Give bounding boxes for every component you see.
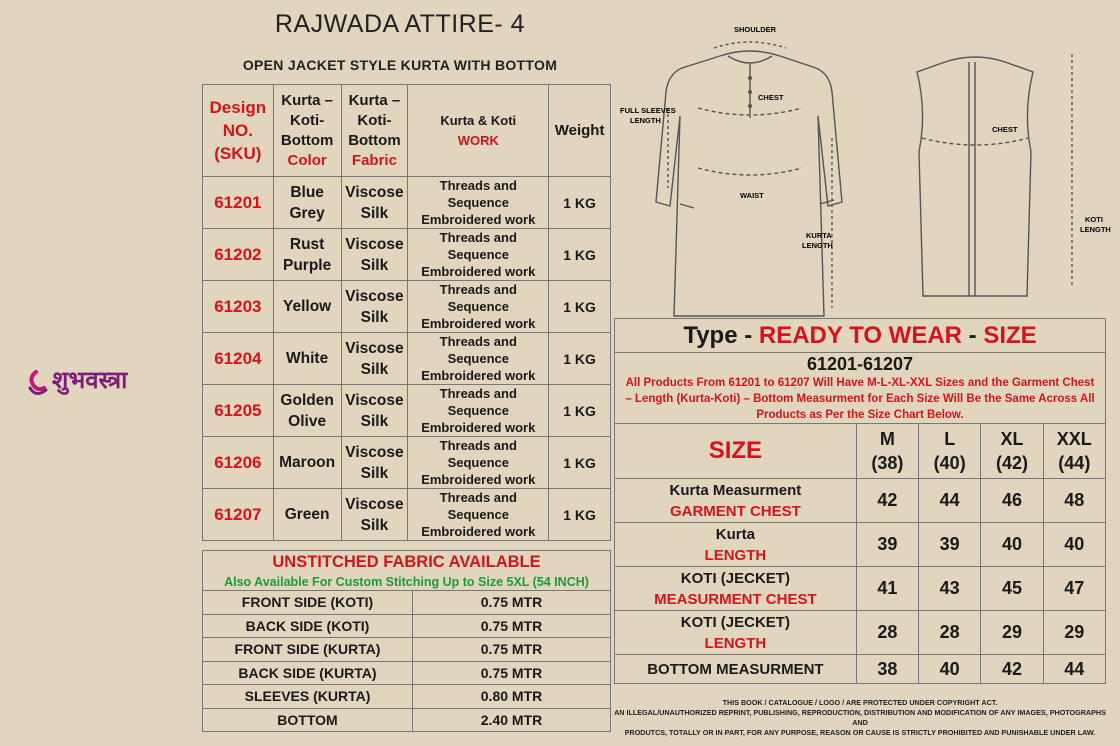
work-line: Sequence [447,247,509,262]
fabric-qty: 0.75 MTR [413,614,611,638]
size-name: XXL [1056,429,1092,449]
header-work-line: WORK [457,132,499,148]
size-column-header [919,424,981,479]
fabric-line: Silk [360,204,389,222]
fabric-row [203,661,611,685]
fabric-line: Viscose [345,443,404,461]
fabric-row [203,614,611,638]
label-full-sleeves: FULL SLEEVES [620,106,676,115]
measurement-label [615,523,857,567]
fabric-cell [341,333,408,385]
work-line: Threads and [439,334,517,349]
size-chest: (44) [1058,453,1091,473]
size-chart-type [615,319,1106,353]
product-row [203,333,611,385]
label-kurta-length-2: LENGTH [802,241,833,250]
header-fabric-line: Fabric [351,151,397,169]
measurement-value: 44 [1043,655,1105,684]
fabric-line: Silk [360,360,389,378]
work-line: Sequence [447,507,509,522]
fabric-line: Viscose [345,495,404,513]
measurement-label-line2: LENGTH [704,546,767,564]
color-cell [273,229,341,281]
header-color-line: Koti- [290,111,325,129]
product-row [203,229,611,281]
fabric-line: Viscose [345,287,404,305]
fabric-line: Silk [360,308,389,326]
sku-cell: 61207 [203,489,274,541]
fabric-cell [341,437,408,489]
fabric-qty: 0.75 MTR [413,661,611,685]
size-name: XL [1000,429,1024,449]
fabric-row [203,708,611,732]
fabric-part: SLEEVES (KURTA) [203,685,413,709]
work-cell [408,333,549,385]
measurement-value: 29 [1043,611,1105,655]
work-line: Threads and [439,178,517,193]
fabric-line: Silk [360,516,389,534]
label-waist: WAIST [740,191,764,200]
measurement-label [615,479,857,523]
work-line: Sequence [447,403,509,418]
work-line: Embroidered work [421,368,536,383]
color-line: Yellow [283,298,332,315]
header-design-line: NO. [222,121,253,140]
garment-diagram [610,18,1120,318]
measurement-label [615,611,857,655]
brand-logo [22,350,182,410]
copyright-notice [614,698,1106,738]
measurement-value: 46 [981,479,1043,523]
color-line: White [286,350,329,367]
weight-cell: 1 KG [549,333,611,385]
measurement-label-line2: GARMENT CHEST [669,502,801,520]
color-cell [273,385,341,437]
page-title: RAJWADA ATTIRE- 4 [274,10,526,38]
measurement-value: 44 [919,479,981,523]
copyright-line: THIS BOOK / CATALOGUE / LOGO / ARE PROTECTED UNDER COPYRIGHT ACT. [722,698,998,707]
fabric-qty: 2.40 MTR [413,708,611,732]
color-cell [273,437,341,489]
weight-cell: 1 KG [549,437,611,489]
size-chest: (42) [995,453,1028,473]
sku-cell: 61205 [203,385,274,437]
fabric-line: Viscose [345,339,404,357]
fabric-qty: 0.75 MTR [413,591,611,615]
measurement-value: 42 [981,655,1043,684]
fabric-line: Viscose [345,183,404,201]
measurement-value: 47 [1043,567,1105,611]
weight-cell: 1 KG [549,281,611,333]
color-cell [273,489,341,541]
type-highlight: READY TO WEAR [758,321,963,349]
measurement-label [615,567,857,611]
work-cell [408,177,549,229]
header-design-line: Design [209,98,267,117]
measurement-value: 28 [856,611,918,655]
color-cell [273,177,341,229]
fabric-heading: UNSTITCHED FABRIC AVAILABLE [203,551,611,574]
measurement-value: 43 [919,567,981,611]
header-work [408,85,549,177]
product-table-header [203,85,611,177]
product-row [203,489,611,541]
fabric-line: Silk [360,412,389,430]
measurement-row [615,523,1106,567]
work-line: Threads and [439,230,517,245]
type-suffix: SIZE [983,321,1037,349]
work-line: Sequence [447,195,509,210]
size-label: SIZE [615,424,857,479]
type-prefix: Type - [683,321,759,349]
label-kurta-chest: CHEST [758,93,784,102]
measurement-value: 45 [981,567,1043,611]
fabric-cell [341,229,408,281]
label-koti-length-2: LENGTH [1080,225,1111,234]
work-line: Sequence [447,351,509,366]
work-line: Embroidered work [421,316,536,331]
header-color-line: Color [287,151,327,169]
weight-cell: 1 KG [549,177,611,229]
work-line: Sequence [447,455,509,470]
color-line: Maroon [279,454,336,471]
work-cell [408,489,549,541]
product-row [203,281,611,333]
fabric-part: FRONT SIDE (KURTA) [203,638,413,662]
fabric-line: Silk [360,256,389,274]
product-row [203,437,611,489]
sku-cell: 61201 [203,177,274,229]
fabric-cell [341,177,408,229]
size-chest: (38) [871,453,904,473]
work-cell [408,229,549,281]
fabric-part: FRONT SIDE (KOTI) [203,591,413,615]
color-line: Golden [280,391,334,409]
label-kurta-length: KURTA [806,231,832,240]
header-color [273,85,341,177]
measurement-value: 42 [856,479,918,523]
fabric-cell [341,489,408,541]
header-fabric-line: Kurta – [348,91,401,109]
measurement-value: 39 [919,523,981,567]
header-work-line: Kurta & Koti [440,112,517,128]
size-chart-table [614,318,1106,684]
fabric-cell [341,385,408,437]
fabric-line: Viscose [345,235,404,253]
color-line: Olive [288,412,327,430]
measurement-row [615,479,1106,523]
fabric-cell [341,281,408,333]
size-column-header [856,424,918,479]
color-cell [273,281,341,333]
size-chart-type-row [615,319,1106,353]
measurement-row [615,655,1106,684]
fabric-part: BACK SIDE (KURTA) [203,661,413,685]
product-row [203,177,611,229]
sku-cell: 61204 [203,333,274,385]
work-line: Threads and [439,282,517,297]
size-chart-range: 61201-61207 [615,353,1106,376]
work-line: Embroidered work [421,472,536,487]
size-name: M [879,429,895,449]
label-koti-chest: CHEST [992,125,1018,134]
copyright-line: PRODUTCS, TOTALLY OR IN PART, FOR ANY PURPOSE, REASON OR CAUSE IS STRICTLY PROHIBITED AND PUNISHABLE UNDER LAW. [624,728,1096,737]
measurement-value: 40 [981,523,1043,567]
type-sep: - [962,321,984,349]
fabric-part: BACK SIDE (KOTI) [203,614,413,638]
size-column-header [981,424,1043,479]
header-fabric-line: Koti- [357,111,392,129]
work-line: Embroidered work [421,264,536,279]
size-header-row [615,424,1106,479]
measurement-value: 29 [981,611,1043,655]
fabric-line: Silk [360,464,389,482]
product-table [202,84,611,541]
fabric-qty: 0.75 MTR [413,638,611,662]
measurement-label-line1: BOTTOM MEASURMENT [647,660,824,678]
logo-text: शुभवस्त्रा [52,366,128,394]
work-cell [408,385,549,437]
fabric-row [203,591,611,615]
color-line: Green [284,506,330,523]
product-row [203,385,611,437]
measurement-value: 41 [856,567,918,611]
copyright-line: AN ILLEGAL/UNAUTHORIZED REPRINT, PUBLISHING, REPRODUCTION, DISTRIBUTION AND MODIFICATION OF ANY IMAGES, PHOTOGRAPHS AND [614,708,1106,727]
color-line: Blue [290,183,324,201]
measurement-value: 40 [919,655,981,684]
color-cell [273,333,341,385]
sku-cell: 61203 [203,281,274,333]
header-design-line: (SKU) [214,144,262,163]
size-column-header [1043,424,1105,479]
measurement-label-line1: KOTI (JECKET) [680,569,790,587]
fabric-qty: 0.80 MTR [413,685,611,709]
work-line: Threads and [439,438,517,453]
label-shoulder: SHOULDER [733,25,777,34]
fabric-row [203,685,611,709]
work-line: Sequence [447,299,509,314]
fabric-line: Viscose [345,391,404,409]
fabric-subheading: Also Available For Custom Stitching Up to Size 5XL (54 INCH) [203,573,611,591]
label-full-sleeves-2: LENGTH [630,116,661,125]
measurement-label [615,655,857,684]
weight-cell: 1 KG [549,385,611,437]
sku-cell: 61202 [203,229,274,281]
size-chart-note: All Products From 61201 to 61207 Will Have M-L-XL-XXL Sizes and the Garment Chest – Length (Kurta-Koti) – Bottom Measurment for Each Size Will Be the Same Across All Products as Per the Size Chart Below. [615,375,1106,424]
size-name: L [944,429,956,449]
weight-cell: 1 KG [549,489,611,541]
header-color-line: Bottom [280,131,334,149]
work-line: Threads and [439,386,517,401]
work-cell [408,437,549,489]
measurement-label-line1: Kurta [715,525,755,543]
measurement-label-line1: Kurta Measurment [669,481,802,499]
label-koti-length: KOTI [1085,215,1103,224]
color-line: Grey [289,204,325,222]
fabric-row [203,638,611,662]
measurement-value: 28 [919,611,981,655]
measurement-label-line2: LENGTH [704,634,767,652]
work-line: Embroidered work [421,420,536,435]
page-subtitle: OPEN JACKET STYLE KURTA WITH BOTTOM [242,57,558,73]
sku-cell: 61206 [203,437,274,489]
koti-outline-icon [917,54,1072,296]
measurement-label-line1: KOTI (JECKET) [680,613,790,631]
header-fabric-line: Bottom [348,131,401,149]
measurement-row [615,611,1106,655]
measurement-row [615,567,1106,611]
size-chest: (40) [933,453,966,473]
color-line: Purple [283,256,332,274]
measurement-value: 38 [856,655,918,684]
measurement-label-line2: MEASURMENT CHEST [654,590,817,608]
work-line: Embroidered work [421,212,536,227]
measurement-value: 48 [1043,479,1105,523]
work-line: Threads and [439,490,517,505]
weight-cell: 1 KG [549,229,611,281]
header-fabric [341,85,408,177]
header-design [203,85,274,177]
fabric-part: BOTTOM [203,708,413,732]
work-line: Embroidered work [421,524,536,539]
header-color-line: Kurta – [281,91,333,109]
measurement-value: 39 [856,523,918,567]
fabric-table [202,550,611,732]
kurta-outline-icon [656,42,842,316]
header-weight: Weight [549,85,611,177]
work-cell [408,281,549,333]
measurement-value: 40 [1043,523,1105,567]
color-line: Rust [289,235,325,253]
